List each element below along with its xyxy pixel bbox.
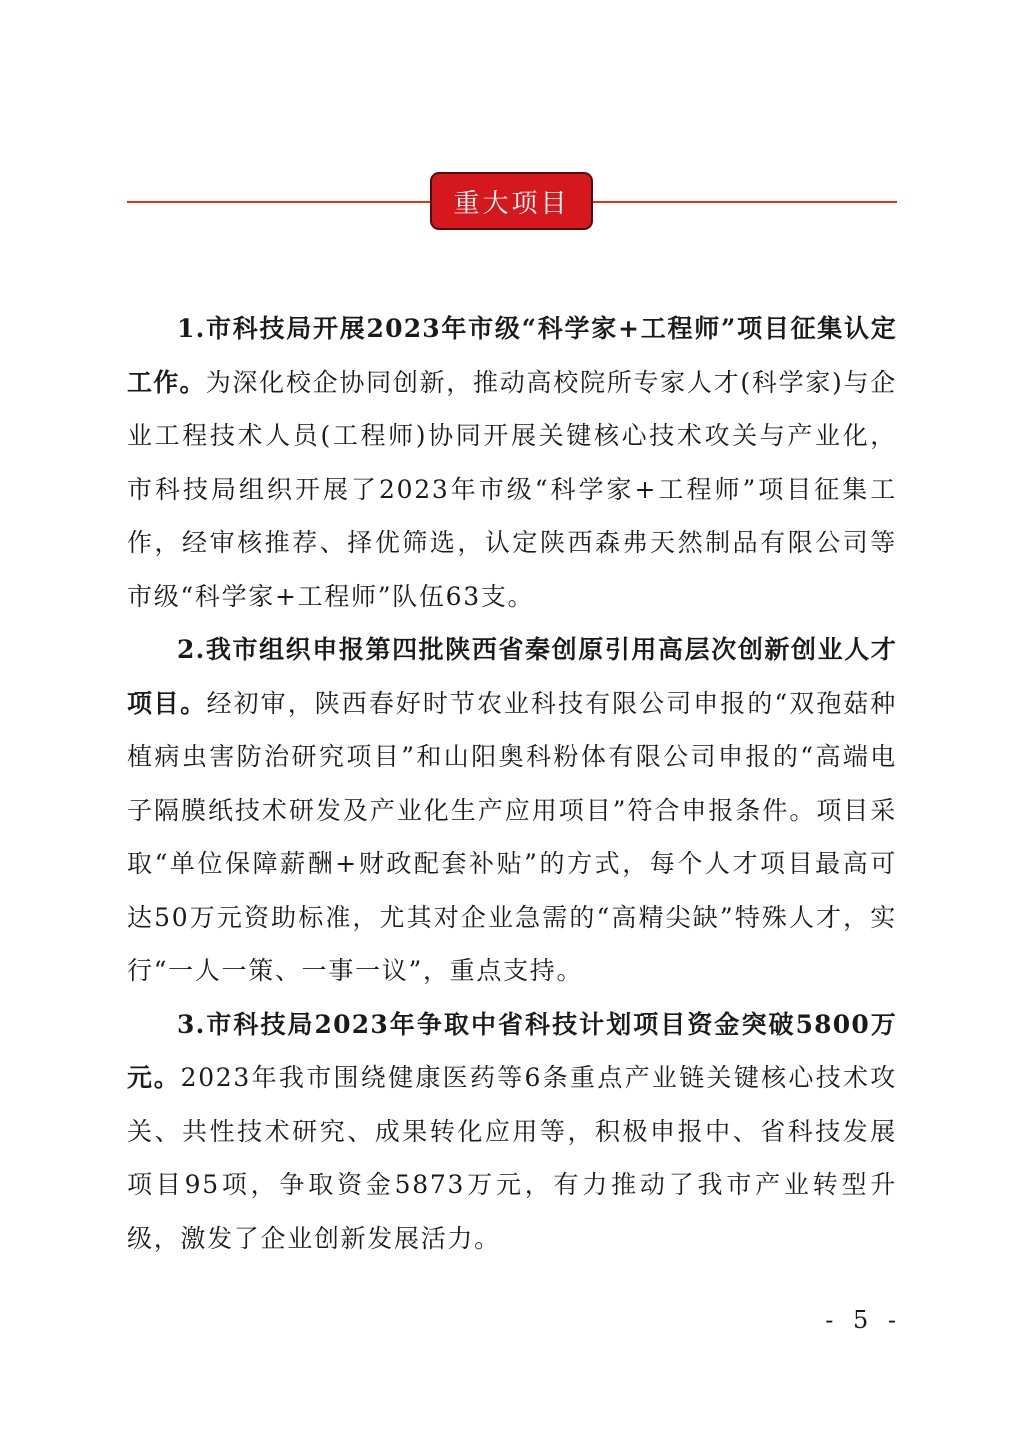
news-item-1: [127, 302, 897, 623]
header-rule-right: [593, 201, 897, 203]
news-item-3-headline: 3.市科技局2023年争取中省科技计划项目资金突破5800万元。: [127, 1009, 897, 1092]
page-number: - 5 -: [825, 1306, 902, 1334]
header-rule-left: [127, 201, 430, 203]
section-title: 重大项目: [453, 188, 570, 219]
news-item-3: [127, 998, 897, 1266]
news-item-2-headline: 2.我市组织申报第四批陕西省秦创原引用高层次创新创业人才项目。: [127, 635, 897, 718]
article-body: [127, 302, 897, 1265]
news-item-1-body: 为深化校企协同创新，推动高校院所专家人才(科学家)与企业工程技术人员(工程师)协同开展关键核心技术攻关与产业化，市科技局组织开展了2023年市级“科学家+工程师”项目征集工作，经审核推荐、择优筛选，认定陕西森弗天然制品有限公司等市级“科学家+工程师”队伍63支。: [127, 367, 897, 611]
section-header: [0, 172, 1024, 232]
news-item-2-body: 经初审，陕西春好时节农业科技有限公司申报的“双孢菇种植病虫害防治研究项目”和山阳奥科粉体有限公司申报的“高端电子隔膜纸技术研发及产业化生产应用项目”符合申报条件。项目采取“单位保障薪酬+财政配套补贴”的方式，每个人才项目最高可达50万元资助标准，尤其对企业急需的“高精尖缺”特殊人才，实行“一人一策、一事一议”，重点支持。: [127, 688, 897, 985]
section-title-badge: [430, 172, 593, 230]
news-item-2: [127, 623, 897, 998]
news-item-1-headline: 1.市科技局开展2023年市级“科学家+工程师”项目征集认定工作。: [127, 314, 897, 397]
news-item-3-body: 2023年我市围绕健康医药等6条重点产业链关键核心技术攻关、共性技术研究、成果转化应用等，积极申报中、省科技发展项目95项，争取资金5873万元，有力推动了我市产业转型升级，激发了企业创新发展活力。: [127, 1063, 897, 1253]
